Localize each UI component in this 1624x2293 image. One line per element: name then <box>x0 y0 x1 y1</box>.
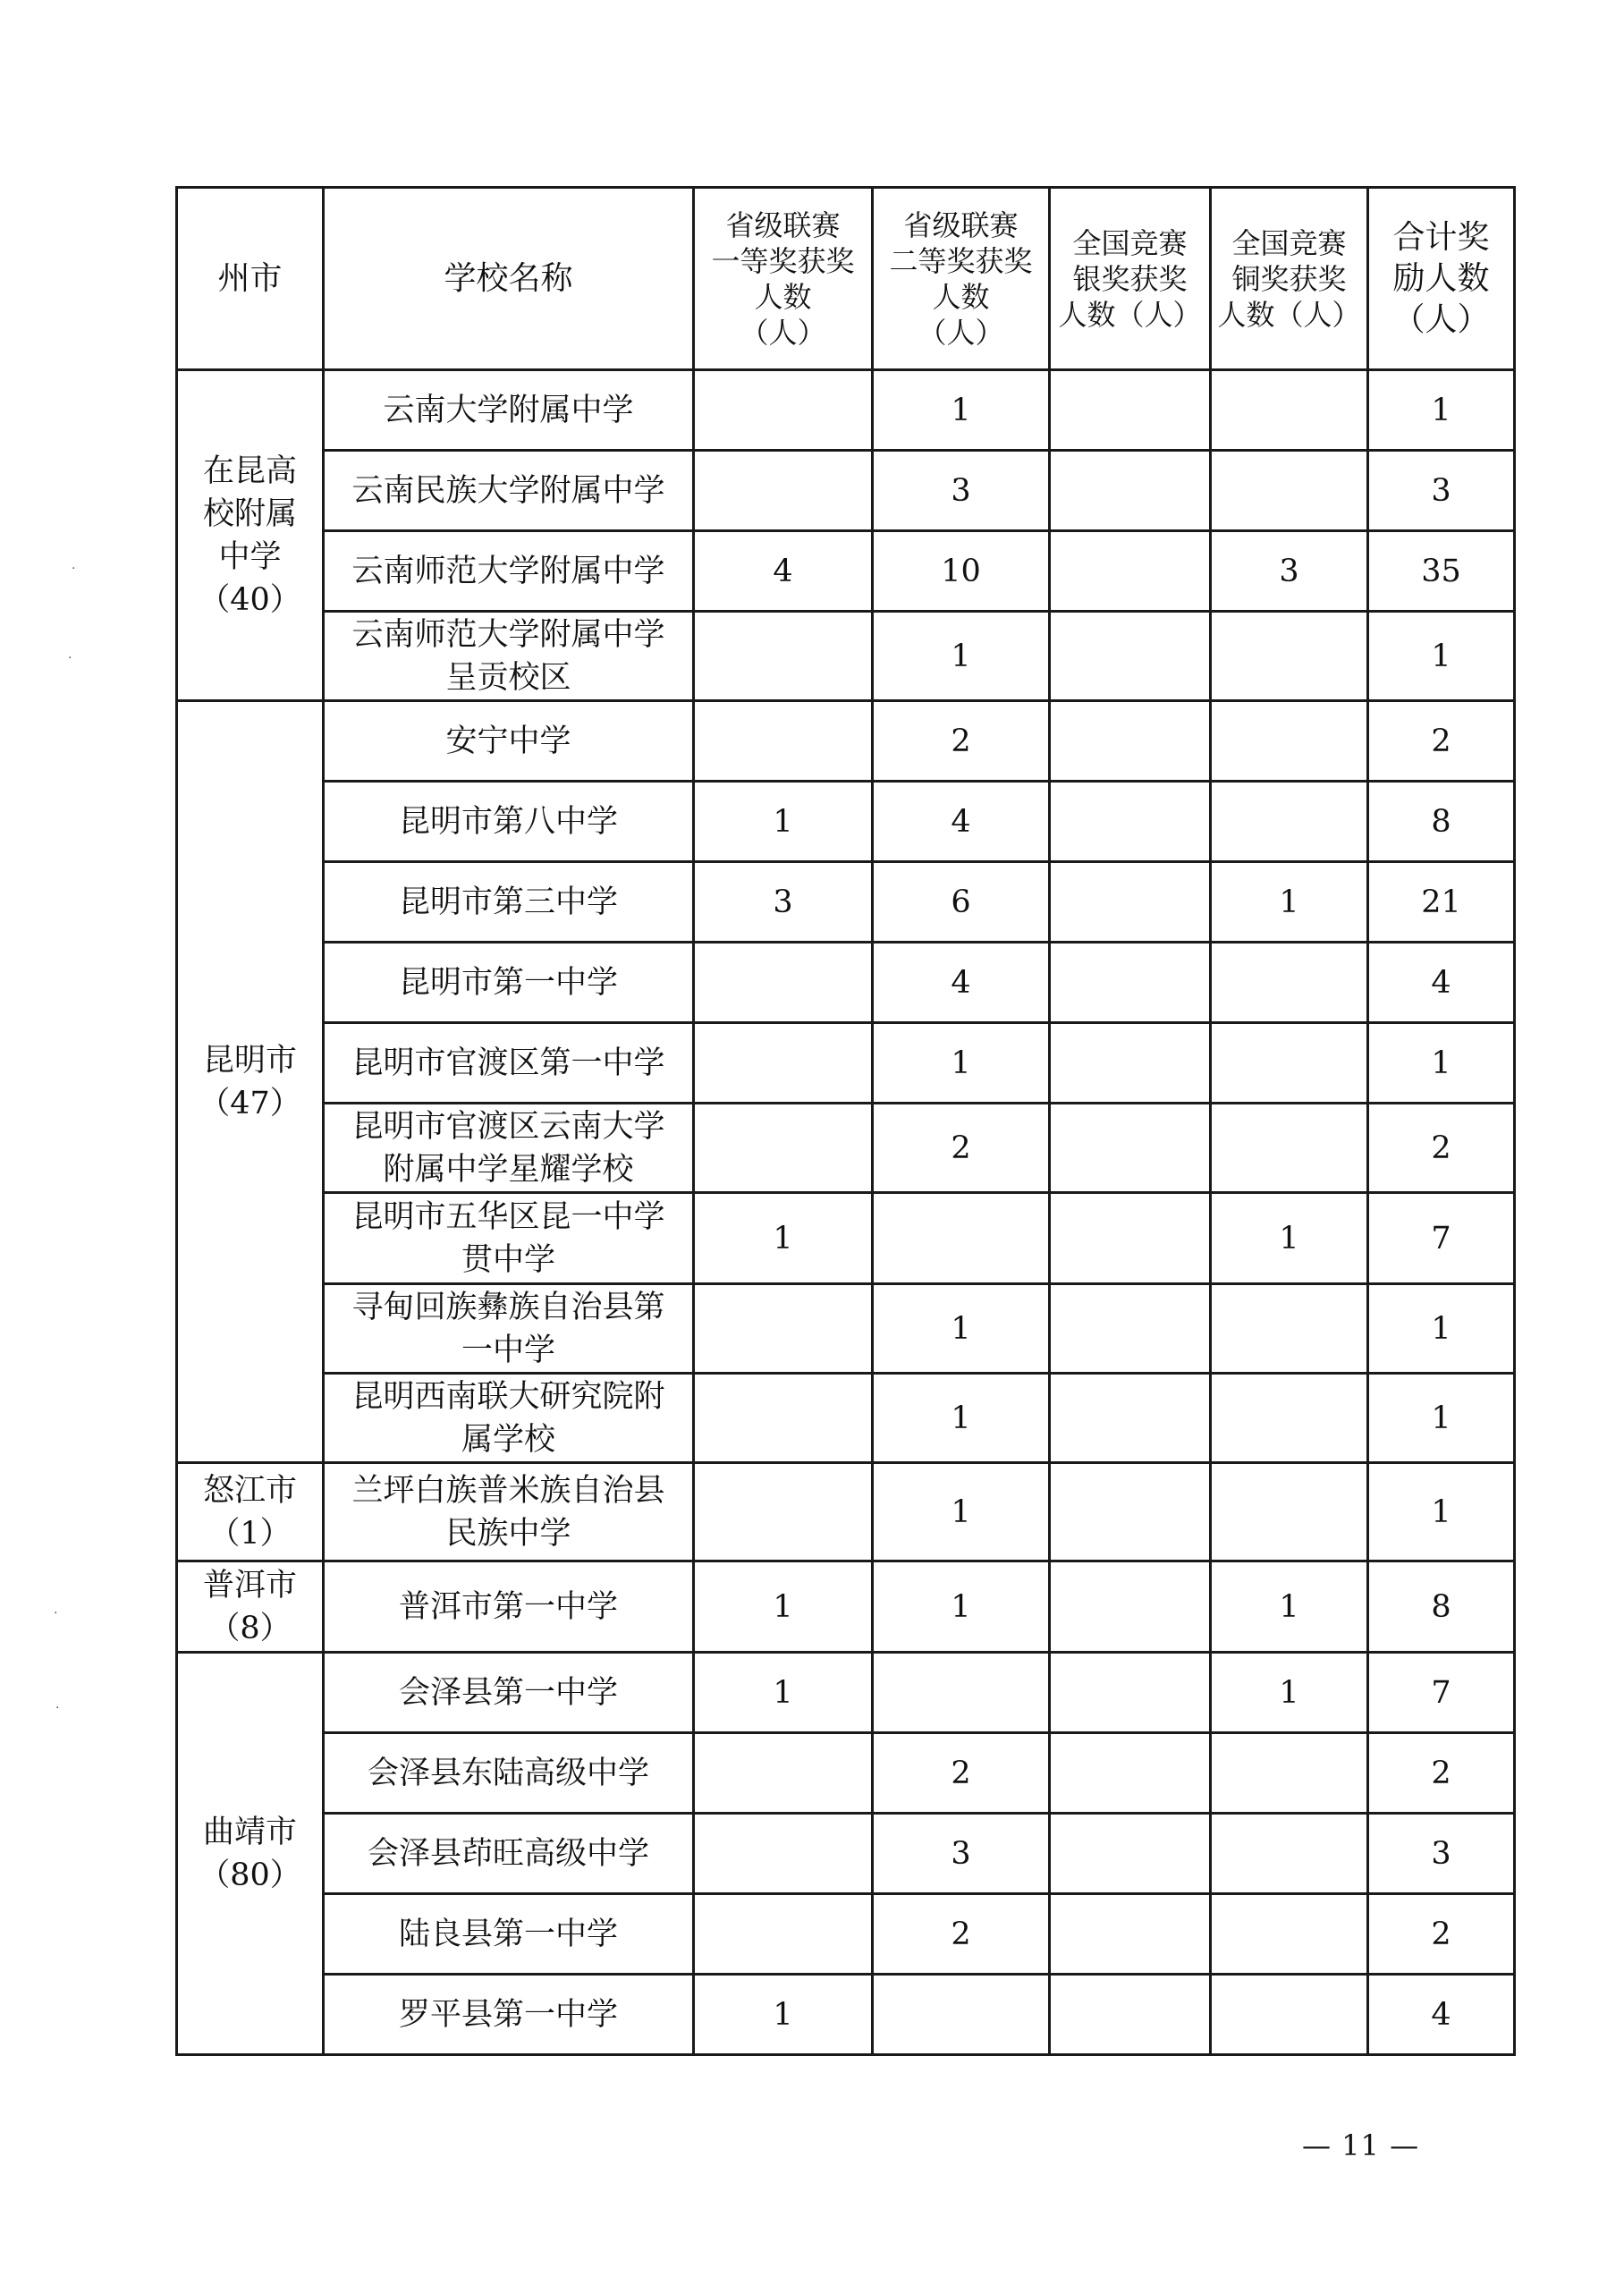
school-name-cell <box>324 612 694 701</box>
nat-silver-cell <box>1050 612 1211 701</box>
nat-silver-cell <box>1050 1814 1211 1894</box>
page-number: — 11 — <box>1302 2128 1420 2162</box>
table-row <box>177 943 1515 1023</box>
region-line: （40） <box>199 581 301 618</box>
nat-silver-cell <box>1050 1104 1211 1193</box>
region-line: 校附属 <box>202 495 297 532</box>
table-row <box>177 1463 1515 1561</box>
header-school-label: 学校名称 <box>444 259 573 297</box>
total-cell: 1 <box>1368 1374 1515 1463</box>
table-row <box>177 782 1515 862</box>
prov-first-cell: 1 <box>694 1975 873 2055</box>
nat-silver-cell <box>1050 701 1211 782</box>
award-table <box>175 186 1516 2056</box>
region-cell <box>177 1463 324 1561</box>
region-line: 在昆高 <box>202 453 297 489</box>
school-name-line: 一中学 <box>461 1332 555 1368</box>
nat-bronze-cell <box>1211 1104 1368 1193</box>
header-line: 全国竞赛 <box>1231 225 1347 260</box>
school-name-line: 昆明市五华区昆一中学 <box>351 1198 665 1235</box>
prov-second-cell: 1 <box>873 612 1050 701</box>
table-row <box>177 862 1515 943</box>
header-line: （人） <box>1392 300 1490 338</box>
school-name-cell <box>324 782 694 862</box>
region-cell <box>177 1653 324 2055</box>
total-cell: 3 <box>1368 451 1515 531</box>
table-row <box>177 701 1515 782</box>
total-cell: 1 <box>1368 612 1515 701</box>
total-cell: 2 <box>1368 1104 1515 1193</box>
header-prov-second <box>873 188 1050 370</box>
school-name-cell <box>324 1284 694 1374</box>
nat-bronze-cell <box>1211 1894 1368 1975</box>
prov-second-cell: 1 <box>873 1374 1050 1463</box>
nat-silver-cell <box>1050 1374 1211 1463</box>
school-name-line: 属学校 <box>461 1421 555 1458</box>
header-line: （人） <box>918 315 1004 350</box>
school-name-line: 昆明市第八中学 <box>398 803 618 840</box>
total-cell: 7 <box>1368 1193 1515 1284</box>
school-name-cell <box>324 1374 694 1463</box>
header-nat-bronze <box>1211 188 1368 370</box>
prov-first-cell <box>694 1023 873 1104</box>
prov-first-cell <box>694 1284 873 1374</box>
prov-first-cell: 1 <box>694 1561 873 1653</box>
school-name-line: 昆明市第三中学 <box>398 884 618 920</box>
table-row <box>177 612 1515 701</box>
nat-silver-cell <box>1050 1975 1211 2055</box>
prov-first-cell <box>694 1463 873 1561</box>
school-name-cell <box>324 1733 694 1814</box>
nat-silver-cell <box>1050 531 1211 612</box>
header-line: 二等奖获奖 <box>889 243 1033 278</box>
nat-bronze-cell <box>1211 1463 1368 1561</box>
school-name-line: 会泽县第一中学 <box>398 1674 618 1711</box>
header-line: 铜奖获奖 <box>1231 261 1347 296</box>
total-cell: 8 <box>1368 1561 1515 1653</box>
total-cell: 2 <box>1368 701 1515 782</box>
prov-first-cell <box>694 1374 873 1463</box>
nat-bronze-cell: 1 <box>1211 862 1368 943</box>
school-name-cell <box>324 701 694 782</box>
nat-bronze-cell <box>1211 451 1368 531</box>
prov-second-cell: 2 <box>873 701 1050 782</box>
prov-second-cell: 4 <box>873 943 1050 1023</box>
prov-first-cell <box>694 612 873 701</box>
prov-second-cell: 6 <box>873 862 1050 943</box>
school-name-cell <box>324 1894 694 1975</box>
header-line: 人数（人） <box>1058 297 1202 332</box>
school-name-cell <box>324 1023 694 1104</box>
prov-first-cell: 4 <box>694 531 873 612</box>
prov-first-cell <box>694 370 873 451</box>
school-name-line: 云南师范大学附属中学 <box>351 616 665 653</box>
nat-bronze-cell: 3 <box>1211 531 1368 612</box>
table-row <box>177 1023 1515 1104</box>
prov-second-cell: 2 <box>873 1733 1050 1814</box>
prov-first-cell: 1 <box>694 1653 873 1733</box>
region-line: （8） <box>208 1610 292 1646</box>
school-name-line: 民族中学 <box>445 1515 571 1552</box>
header-prov-first <box>694 188 873 370</box>
nat-silver-cell <box>1050 451 1211 531</box>
region-line: （1） <box>208 1515 292 1552</box>
prov-second-cell <box>873 1193 1050 1284</box>
header-row <box>177 188 1515 370</box>
total-cell: 1 <box>1368 1284 1515 1374</box>
school-name-line: 附属中学星耀学校 <box>383 1151 634 1188</box>
header-line: 银奖获奖 <box>1072 261 1188 296</box>
nat-bronze-cell <box>1211 1733 1368 1814</box>
table-row <box>177 1284 1515 1374</box>
prov-second-cell: 3 <box>873 451 1050 531</box>
region-line: 昆明市 <box>202 1042 297 1079</box>
nat-bronze-cell <box>1211 1284 1368 1374</box>
header-total <box>1368 188 1515 370</box>
school-name-line: 贯中学 <box>461 1241 555 1278</box>
table-row <box>177 451 1515 531</box>
header-line: 人数（人） <box>1217 297 1361 332</box>
nat-bronze-cell: 1 <box>1211 1653 1368 1733</box>
header-school <box>324 188 694 370</box>
school-name-line: 寻甸回族彝族自治县第 <box>351 1289 665 1325</box>
nat-bronze-cell: 1 <box>1211 1561 1368 1653</box>
table-row <box>177 1653 1515 1733</box>
prov-second-cell: 2 <box>873 1894 1050 1975</box>
header-nat-silver <box>1050 188 1211 370</box>
prov-first-cell <box>694 701 873 782</box>
total-cell: 4 <box>1368 1975 1515 2055</box>
nat-bronze-cell <box>1211 1023 1368 1104</box>
school-name-line: 昆明市官渡区云南大学 <box>351 1108 665 1145</box>
prov-first-cell <box>694 1733 873 1814</box>
total-cell: 35 <box>1368 531 1515 612</box>
nat-bronze-cell <box>1211 1374 1368 1463</box>
nat-bronze-cell <box>1211 1975 1368 2055</box>
total-cell: 8 <box>1368 782 1515 862</box>
prov-first-cell <box>694 1814 873 1894</box>
scan-speck: · <box>54 1606 58 1620</box>
region-line: 普洱市 <box>202 1567 297 1603</box>
table-row <box>177 1894 1515 1975</box>
header-line: 省级联赛 <box>903 207 1019 242</box>
school-name-line: 昆明市官渡区第一中学 <box>351 1045 665 1081</box>
school-name-cell <box>324 862 694 943</box>
region-line: （80） <box>199 1857 301 1893</box>
table-row <box>177 531 1515 612</box>
scan-speck: · <box>72 562 76 576</box>
prov-first-cell: 1 <box>694 1193 873 1284</box>
prov-second-cell: 1 <box>873 1284 1050 1374</box>
table-row <box>177 1814 1515 1894</box>
prov-second-cell: 10 <box>873 531 1050 612</box>
school-name-cell <box>324 1561 694 1653</box>
scan-speck: · <box>55 1701 60 1715</box>
nat-bronze-cell: 1 <box>1211 1193 1368 1284</box>
scan-speck: · <box>68 651 72 665</box>
total-cell: 4 <box>1368 943 1515 1023</box>
school-name-line: 云南师范大学附属中学 <box>351 553 665 589</box>
region-cell <box>177 370 324 701</box>
school-name-line: 陆良县第一中学 <box>398 1916 618 1952</box>
nat-bronze-cell <box>1211 1814 1368 1894</box>
nat-bronze-cell <box>1211 612 1368 701</box>
total-cell: 1 <box>1368 370 1515 451</box>
header-line: （人） <box>740 315 826 350</box>
school-name-cell <box>324 370 694 451</box>
prov-first-cell: 1 <box>694 782 873 862</box>
total-cell: 3 <box>1368 1814 1515 1894</box>
region-line: 怒江市 <box>202 1472 297 1509</box>
school-name-line: 云南大学附属中学 <box>383 392 634 428</box>
total-cell: 1 <box>1368 1023 1515 1104</box>
header-line: 励人数 <box>1392 259 1490 297</box>
header-line: 合计奖 <box>1392 218 1490 256</box>
total-cell: 2 <box>1368 1733 1515 1814</box>
nat-silver-cell <box>1050 1733 1211 1814</box>
table-row <box>177 1733 1515 1814</box>
prov-second-cell: 1 <box>873 1463 1050 1561</box>
nat-bronze-cell <box>1211 370 1368 451</box>
header-region <box>177 188 324 370</box>
school-name-line: 会泽县茚旺高级中学 <box>367 1835 649 1872</box>
prov-second-cell: 1 <box>873 370 1050 451</box>
school-name-cell <box>324 531 694 612</box>
school-name-line: 兰坪白族普米族自治县 <box>351 1472 665 1509</box>
header-line: 全国竞赛 <box>1072 225 1188 260</box>
school-name-cell <box>324 1975 694 2055</box>
table-row <box>177 1975 1515 2055</box>
nat-silver-cell <box>1050 1894 1211 1975</box>
school-name-cell <box>324 1814 694 1894</box>
school-name-line: 昆明市第一中学 <box>398 964 618 1001</box>
total-cell: 1 <box>1368 1463 1515 1561</box>
school-name-line: 昆明西南联大研究院附 <box>351 1378 665 1415</box>
school-name-line: 安宁中学 <box>445 723 571 759</box>
total-cell: 2 <box>1368 1894 1515 1975</box>
nat-silver-cell <box>1050 370 1211 451</box>
nat-silver-cell <box>1050 862 1211 943</box>
nat-silver-cell <box>1050 782 1211 862</box>
header-line: 人数 <box>754 279 812 314</box>
prov-first-cell <box>694 1894 873 1975</box>
school-name-cell <box>324 1463 694 1561</box>
prov-second-cell: 4 <box>873 782 1050 862</box>
region-line: （47） <box>199 1085 301 1121</box>
total-cell: 7 <box>1368 1653 1515 1733</box>
prov-second-cell: 2 <box>873 1104 1050 1193</box>
school-name-line: 会泽县东陆高级中学 <box>367 1755 649 1791</box>
nat-silver-cell <box>1050 943 1211 1023</box>
school-name-cell <box>324 1653 694 1733</box>
header-line: 一等奖获奖 <box>711 243 855 278</box>
school-name-line: 呈贡校区 <box>445 659 571 696</box>
nat-bronze-cell <box>1211 782 1368 862</box>
prov-second-cell <box>873 1975 1050 2055</box>
prov-first-cell <box>694 943 873 1023</box>
prov-first-cell <box>694 451 873 531</box>
nat-silver-cell <box>1050 1023 1211 1104</box>
nat-silver-cell <box>1050 1463 1211 1561</box>
prov-first-cell: 3 <box>694 862 873 943</box>
prov-second-cell: 1 <box>873 1561 1050 1653</box>
school-name-cell <box>324 1104 694 1193</box>
region-line: 中学 <box>218 538 282 575</box>
table-row <box>177 1193 1515 1284</box>
school-name-line: 普洱市第一中学 <box>398 1588 618 1625</box>
header-region-label: 州市 <box>217 259 283 297</box>
school-name-cell <box>324 451 694 531</box>
region-line: 曲靖市 <box>202 1814 297 1850</box>
school-name-cell <box>324 943 694 1023</box>
prov-second-cell: 1 <box>873 1023 1050 1104</box>
region-cell <box>177 701 324 1463</box>
total-cell: 21 <box>1368 862 1515 943</box>
nat-silver-cell <box>1050 1193 1211 1284</box>
nat-silver-cell <box>1050 1284 1211 1374</box>
header-line: 人数 <box>932 279 990 314</box>
nat-bronze-cell <box>1211 943 1368 1023</box>
table-row <box>177 370 1515 451</box>
table-row <box>177 1104 1515 1193</box>
prov-first-cell <box>694 1104 873 1193</box>
school-name-line: 罗平县第一中学 <box>398 1996 618 2033</box>
prov-second-cell: 3 <box>873 1814 1050 1894</box>
school-name-cell <box>324 1193 694 1284</box>
table-row <box>177 1374 1515 1463</box>
school-name-line: 云南民族大学附属中学 <box>351 472 665 509</box>
table-row <box>177 1561 1515 1653</box>
nat-silver-cell <box>1050 1561 1211 1653</box>
header-line: 省级联赛 <box>725 207 841 242</box>
nat-bronze-cell <box>1211 701 1368 782</box>
region-cell <box>177 1561 324 1653</box>
nat-silver-cell <box>1050 1653 1211 1733</box>
prov-second-cell <box>873 1653 1050 1733</box>
